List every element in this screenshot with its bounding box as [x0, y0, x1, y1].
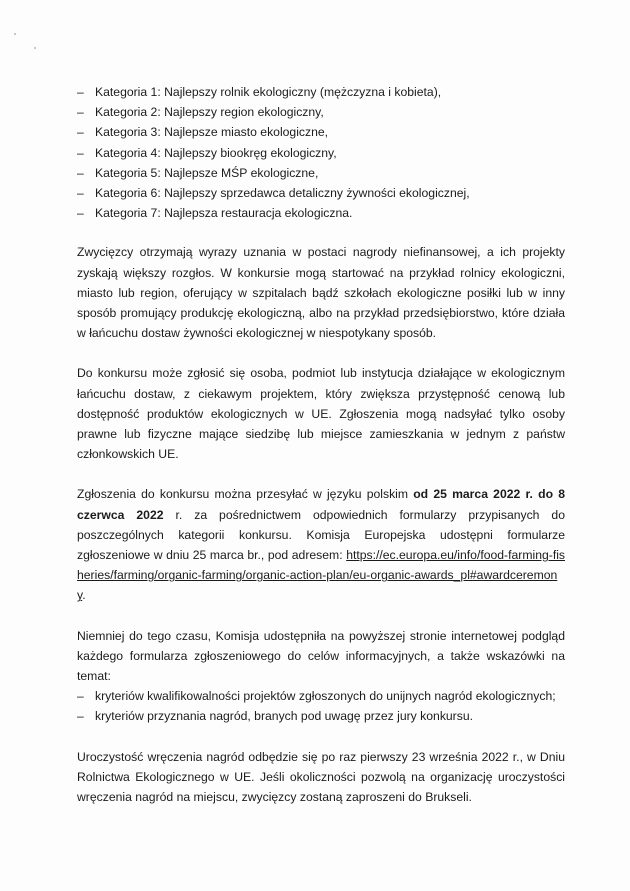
- dash-bullet: –: [77, 186, 84, 201]
- category-item: – Kategoria 5: Najlepsze MŚP ekologiczne,: [77, 163, 565, 183]
- category-item: – Kategoria 3: Najlepsze miasto ekologiczne,: [77, 122, 565, 142]
- dash-bullet: –: [77, 709, 84, 724]
- criteria-list: [77, 686, 565, 726]
- category-list: [77, 82, 565, 223]
- paragraph-eligibility: Do konkursu może zgłosić się osoba, podmiot lub instytucja działające w ekologicznym łańcuchu dostaw, z ciekawym projektem, który zwiększa przystępność cenową lub dostępność produktów ekologicznych w UE. Zgłoszenia mogą nadsyłać tylko osoby prawne lub fizyczne mające siedzibę lub miejsce zamieszkania w jednym z państw członkowskich UE.: [77, 366, 565, 462]
- document-body: [77, 82, 565, 807]
- criteria-item: – kryteriów kwalifikowalności projektów zgłoszonych do unijnych nagród ekologicznych;: [77, 686, 565, 706]
- category-item: – Kategoria 4: Najlepszy biookręg ekologiczny,: [77, 143, 565, 163]
- paragraph-ceremony: Uroczystość wręczenia nagród odbędzie się po raz pierwszy 23 września 2022 r., w Dniu Rolnictwa Ekologicznego w UE. Jeśli okoliczności pozwolą na organizację uroczystości wręczenia nagród na miejscu, zwycięzcy zostaną zaproszeni do Brukseli.: [77, 749, 565, 805]
- deadline-dates: od 25 marca 2022 r. do 8 czerwca 2022: [77, 487, 566, 522]
- scan-speck: [34, 47, 36, 49]
- dash-bullet: –: [77, 105, 84, 120]
- category-item: – Kategoria 7: Najlepsza restauracja ekologiczna.: [77, 203, 565, 223]
- category-item: – Kategoria 6: Najlepszy sprzedawca detaliczny żywności ekologicznej,: [77, 183, 565, 203]
- dash-bullet: –: [77, 689, 84, 704]
- paragraph-winners: Zwycięzcy otrzymają wyrazy uznania w postaci nagrody niefinansowej, a ich projekty zyskają większy rozgłos. W konkursie mogą startować na przykład rolnicy ekologiczni, miasto lub region, oferujący w szpitalach bądź szkołach ekologiczne posiłki lub w inny sposób promujący produkcję ekologiczną, albo na przykład przedsiębiorstwo, które działa w łańcuchu dostaw żywności ekologicznej w niespotykany sposób.: [77, 245, 565, 341]
- dash-bullet: –: [77, 145, 84, 160]
- dash-bullet: –: [77, 85, 84, 99]
- dash-bullet: –: [77, 165, 84, 180]
- criteria-item: – kryteriów przyznania nagród, branych pod uwagę przez jury konkursu.: [77, 706, 565, 726]
- dash-bullet: –: [77, 125, 84, 140]
- paragraph-submission: Zgłoszenia do konkursu można przesyłać w języku polskim od 25 marca 2022 r. do 8 czerwca 2022 r. za pośrednictwem odpowiednich formularzy przypisanych do poszczególnych kategorii konkursu. Komisja Europejska udostępni formularze zgłoszeniowe w dniu 25 marca br., pod adresem: https://ec.europa.eu/info/food-farming-fisheries/farming/organic-farming/organic-action-plan/eu-organic-awards_pl#awardceremony.: [77, 487, 566, 603]
- paragraph-preview: Niemniej do tego czasu, Komisja udostępniła na powyższej stronie internetowej podgląd każdego formularza zgłoszeniowego do celów informacyjnych, a także wskazówki na temat:: [77, 628, 565, 684]
- scan-speck: [14, 33, 16, 35]
- category-item: – Kategoria 2: Najlepszy region ekologiczny,: [77, 102, 565, 122]
- category-item: – Kategoria 1: Najlepszy rolnik ekologiczny (mężczyzna i kobieta),: [77, 82, 565, 102]
- dash-bullet: –: [77, 206, 84, 221]
- awards-url-link[interactable]: https://ec.europa.eu/info/food-farming-fisheries/farming/organic-farming/organic-action-plan/eu-organic-awards_pl#awardceremony: [77, 548, 566, 603]
